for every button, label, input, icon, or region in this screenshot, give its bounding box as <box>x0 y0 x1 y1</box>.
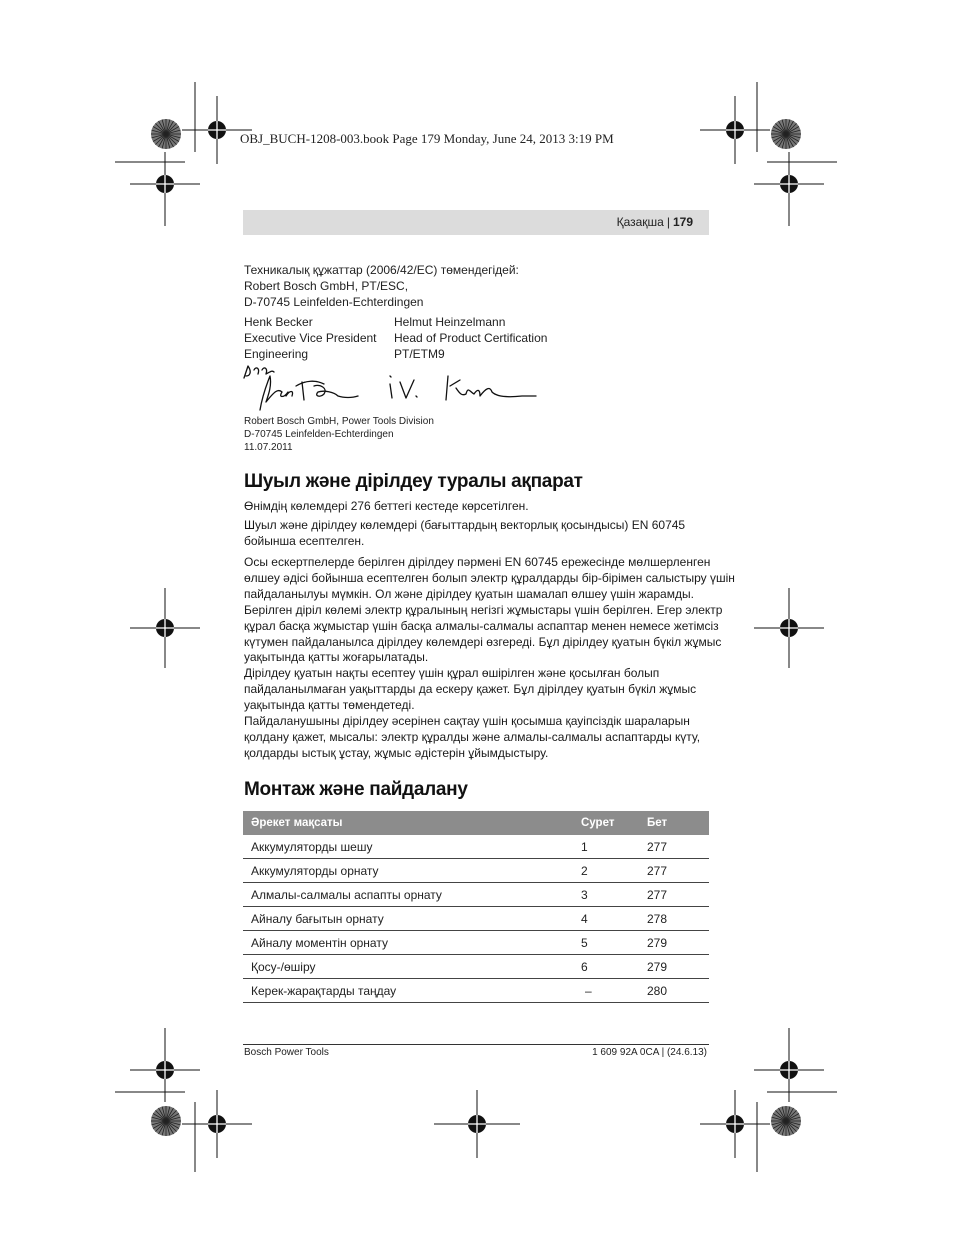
signatory-left <box>244 314 377 362</box>
action-cell: Айналу бағытын орнату <box>243 907 573 931</box>
column-header-figure: Сурет <box>573 811 639 835</box>
noise-section-heading: Шуыл және дірілдеу туралы ақпарат <box>244 471 583 492</box>
page-cell: 277 <box>639 883 709 907</box>
paragraph-line: Берілген діріл көлемі электр құралының негізгі жұмыстары үшін берілген. Егер электр <box>244 602 723 617</box>
figure-cell: 1 <box>573 835 639 859</box>
paragraph-line: уақытында қатты төмендетеді. <box>244 698 415 713</box>
action-cell: Қосу-/өшіру <box>243 955 573 979</box>
footer-rule <box>243 1044 709 1045</box>
date-line: 11.07.2011 <box>244 442 293 453</box>
table-row <box>243 907 709 931</box>
table-header-row <box>243 811 709 835</box>
page-number: 179 <box>672 215 693 229</box>
column-header-page: Бет <box>639 811 709 835</box>
figure-cell: – <box>573 979 639 1003</box>
page-cell: 277 <box>639 859 709 883</box>
signatory-name: Helmut Heinzelmann <box>394 315 506 329</box>
action-cell: Алмалы-салмалы аспапты орнату <box>243 883 573 907</box>
operations-table <box>243 811 709 1003</box>
page-cell: 277 <box>639 835 709 859</box>
figure-cell: 4 <box>573 907 639 931</box>
paragraph-line: Шуыл және дірілдеу көлемдері (бағыттардың векторлық қосындысы) EN 60745 <box>244 518 686 532</box>
signatory-name: Henk Becker <box>244 315 313 329</box>
paragraph-line: Дірілдеу қуатын нақты есептеу үшін құрал өшірілген және қосылған болып <box>244 666 660 681</box>
technical-docs-line: Техникалық құжаттар (2006/42/EC) төмендегідей: <box>244 263 519 277</box>
print-slug: OBJ_BUCH-1208-003.book Page 179 Monday, June 24, 2013 3:19 PM <box>240 131 614 146</box>
table-row <box>243 859 709 883</box>
paragraph-line: қолдану қажет, мысалы: электр құралды және алмалы-салмалы аспаптарды күту, <box>244 729 701 744</box>
paragraph-line: құрал басқа жұмыстар үшін басқа алмалы-салмалы аспаптар менен немесе жетімсіз <box>244 618 719 633</box>
paragraph-line: пайдаланылуы мүмкін. Ол және дірілдеу қуатын шамалап өлшеу үшін жарамды. <box>244 586 694 601</box>
technical-docs-line: Robert Bosch GmbH, PT/ESC, <box>244 279 409 293</box>
company-line: Robert Bosch GmbH, Power Tools Division <box>244 416 434 427</box>
figure-cell: 3 <box>573 883 639 907</box>
footer-doc-number: 1 609 92A 0CA | (24.6.13) <box>592 1047 707 1058</box>
language-label: Қазақша <box>616 215 664 229</box>
paragraph-line: Осы ескертпелерде берілген дірілдеу пәрмені EN 60745 ережесінде мөлшерленген <box>244 555 711 569</box>
table-row <box>243 931 709 955</box>
figure-cell: 5 <box>573 931 639 955</box>
page-header-bar <box>243 210 709 235</box>
page-header: Қазақша | 179 <box>616 215 693 229</box>
paragraph-line: өлшеу әдісі бойынша есептелген болып электр құралдарды бір-бірімен салыстыру үшін <box>244 570 735 585</box>
column-header-action: Әрекет мақсаты <box>243 811 573 835</box>
table-row <box>243 883 709 907</box>
action-cell: Аккумуляторды шешу <box>243 835 573 859</box>
table-row <box>243 835 709 859</box>
paragraph-line: пайдаланылмаған уақыттарды да ескеру қажет. Бұл дірілдеу қуатын бүкіл жұмыс <box>244 682 697 697</box>
company-line: D-70745 Leinfelden-Echterdingen <box>244 429 394 440</box>
figure-cell: 2 <box>573 859 639 883</box>
signatory-title: Executive Vice President <box>244 331 377 345</box>
noise-paragraph-1 <box>244 499 714 515</box>
assembly-section-heading: Монтаж және пайдалану <box>244 779 468 800</box>
figure-cell: 6 <box>573 955 639 979</box>
signatory-right <box>394 314 547 362</box>
noise-paragraph-3 <box>244 555 735 762</box>
noise-paragraph-2 <box>244 518 714 550</box>
technical-docs-block <box>244 262 519 310</box>
technical-docs-line: D-70745 Leinfelden-Echterdingen <box>244 295 424 309</box>
page-cell: 280 <box>639 979 709 1003</box>
footer-brand: Bosch Power Tools <box>244 1047 329 1058</box>
signatory-title: PT/ETM9 <box>394 347 445 361</box>
table-row <box>243 979 709 1003</box>
page-cell: 279 <box>639 931 709 955</box>
signatory-title: Head of Product Certification <box>394 331 548 345</box>
paragraph-line: бойынша есептелген. <box>244 533 365 548</box>
paragraph-line: Өнімдің көлемдері 276 беттегі кестеде көрсетілген. <box>244 499 529 513</box>
action-cell: Керек-жарақтарды таңдау <box>243 979 573 1003</box>
action-cell: Айналу моментін орнату <box>243 931 573 955</box>
paragraph-line: Пайдаланушыны дірілдеу әсерінен сақтау үшін қосымша қауіпсіздік шараларын <box>244 714 690 729</box>
page-cell: 279 <box>639 955 709 979</box>
signatory-title: Engineering <box>244 347 309 361</box>
paragraph-line: уақытында қатты жоғарылатады. <box>244 650 429 665</box>
action-cell: Аккумуляторды орнату <box>243 859 573 883</box>
paragraph-line: қолдарды ыстық ұстау, жұмыс әдістерін ұйымдыстыру. <box>244 745 549 760</box>
table-row <box>243 955 709 979</box>
page-cell: 278 <box>639 907 709 931</box>
company-block <box>244 415 434 454</box>
handwritten-signatures <box>240 362 550 416</box>
paragraph-line: күтумен пайдаланылса дірілдеу көлемдері өзгереді. Бұл дірілдеу қуатын бүкіл жұмыс <box>244 634 722 649</box>
